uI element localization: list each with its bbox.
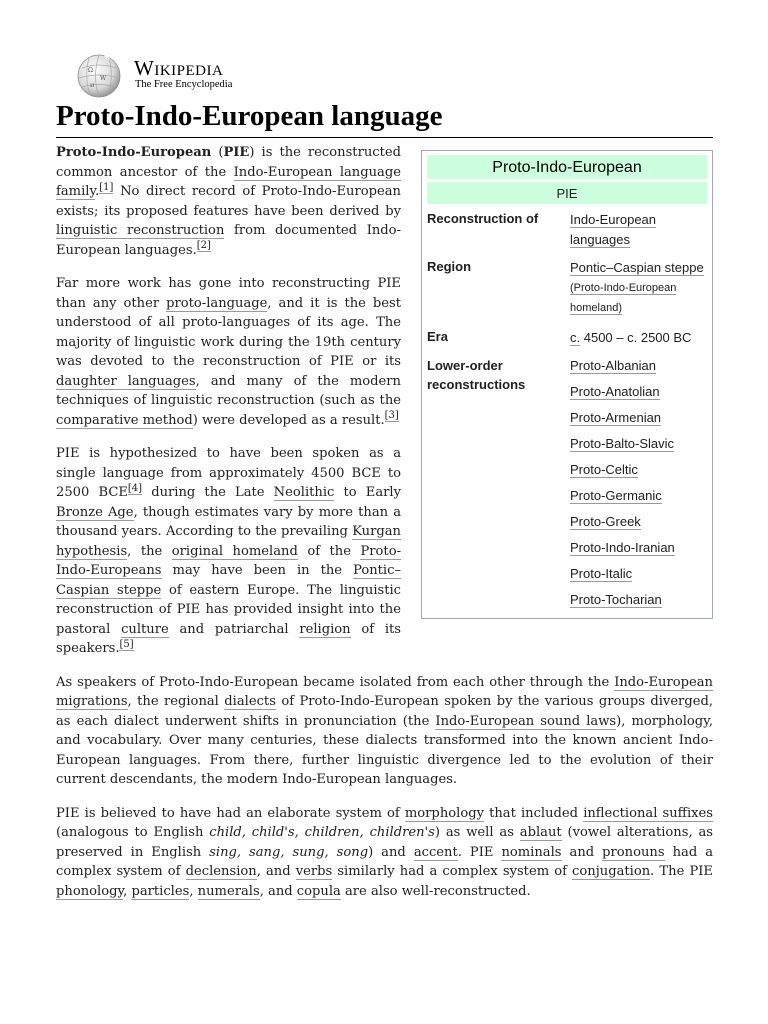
citation-1[interactable]: [1] bbox=[99, 181, 114, 193]
text: , and many of the modern techniques of linguistic reconstruction (such as the bbox=[56, 373, 401, 408]
infobox-label: Lower-order reconstructions bbox=[427, 358, 526, 392]
infobox-link-pie-homeland[interactable]: (Proto-Indo-European homeland) bbox=[570, 282, 677, 314]
wikipedia-puzzle-globe-icon bbox=[74, 54, 124, 98]
infobox-link-pontic-caspian-steppe[interactable]: Pontic–Caspian steppe bbox=[570, 260, 704, 275]
paragraph-migrations bbox=[56, 673, 713, 790]
text: PIE is hypothesized to have been spoken as a single language from approximately 4500 BCE to 2500 BCE bbox=[56, 446, 401, 500]
text: , and bbox=[256, 864, 296, 879]
infobox-row-era bbox=[427, 328, 707, 348]
infobox-lower-order-list bbox=[570, 356, 707, 610]
infobox-link-proto-albanian[interactable]: Proto-Albanian bbox=[570, 358, 656, 373]
link-pontic-caspian-steppe[interactable]: Pontic–Caspian steppe bbox=[56, 563, 401, 598]
link-dialects[interactable]: dialects bbox=[224, 694, 276, 709]
infobox bbox=[421, 150, 713, 619]
link-inflectional-suffixes[interactable]: inflectional suffixes bbox=[583, 805, 713, 821]
link-daughter-languages[interactable]: daughter languages bbox=[56, 373, 196, 389]
link-religion[interactable]: religion bbox=[299, 621, 351, 637]
text: Far more work has gone into reconstructing PIE than any other bbox=[56, 276, 401, 311]
infobox-link-proto-germanic[interactable]: Proto-Germanic bbox=[570, 488, 662, 503]
text: As speakers of Proto-Indo-European became isolated from each other through the bbox=[56, 674, 615, 690]
text: had a complex system of bbox=[56, 844, 713, 879]
text: ), morphology, and vocabulary. Over many centuries, these dialects transformed into the known ancient Indo-European languages. From there, further linguistic divergence led to the evolution of their current descendants, the modern Indo-European languages. bbox=[56, 713, 713, 787]
text: , bbox=[189, 883, 198, 899]
text: ) is the reconstructed common ancestor of the bbox=[56, 145, 401, 180]
link-pronouns[interactable]: pronouns bbox=[602, 844, 665, 860]
infobox-era-value: 4500 – c. 2500 BC bbox=[580, 330, 692, 345]
infobox-title: Proto-Indo-European bbox=[427, 155, 707, 179]
link-declension[interactable]: declension bbox=[185, 864, 257, 879]
bold-term: Proto-Indo-European bbox=[56, 145, 212, 160]
text: of Proto-Indo-European spoken by the various groups diverged, as each dialect underwent shifts in pronunciation (the bbox=[56, 694, 713, 729]
infobox-label: Region bbox=[427, 259, 472, 274]
wikipedia-logo[interactable] bbox=[74, 52, 374, 100]
italic-example: child, child's, children, children's bbox=[209, 825, 435, 840]
infobox-link-proto-italic[interactable]: Proto-Italic bbox=[570, 566, 633, 581]
link-nominals[interactable]: nominals bbox=[501, 844, 562, 860]
text: and bbox=[561, 844, 603, 860]
citation-3[interactable]: [3] bbox=[384, 410, 399, 422]
link-proto-language[interactable]: proto-language bbox=[166, 295, 268, 311]
infobox-label: Era bbox=[427, 329, 448, 344]
text: similarly had a complex system of bbox=[332, 864, 573, 879]
link-accent[interactable]: accent bbox=[413, 844, 458, 860]
link-indo-european-sound-laws[interactable]: Indo-European sound laws bbox=[435, 713, 617, 729]
page-title: Proto-Indo-European language bbox=[56, 96, 713, 138]
link-comparative-method[interactable]: comparative method bbox=[56, 412, 193, 428]
svg-text:И: И bbox=[90, 83, 95, 89]
infobox-row-lower-order bbox=[427, 356, 707, 610]
paragraph-morphology bbox=[56, 804, 713, 902]
citation-5[interactable]: [5] bbox=[119, 638, 134, 650]
infobox-link-circa[interactable]: c. bbox=[570, 330, 581, 345]
infobox-link-proto-tocharian[interactable]: Proto-Tocharian bbox=[570, 592, 662, 607]
link-culture[interactable]: culture bbox=[121, 621, 169, 637]
link-neolithic[interactable]: Neolithic bbox=[273, 485, 335, 500]
text: that included bbox=[483, 805, 584, 821]
text: from documented Indo-European languages. bbox=[56, 223, 401, 258]
wikipedia-tagline: The Free Encyclopedia bbox=[135, 79, 233, 90]
link-ablaut[interactable]: ablaut bbox=[519, 825, 562, 840]
infobox-row-region bbox=[427, 258, 707, 318]
text: . The PIE bbox=[650, 864, 713, 879]
article-body bbox=[56, 143, 713, 915]
text: are also well-reconstructed. bbox=[340, 883, 531, 899]
link-particles[interactable]: particles bbox=[131, 883, 190, 899]
text: , the bbox=[127, 543, 172, 559]
link-morphology[interactable]: morphology bbox=[404, 805, 484, 821]
text: ) and bbox=[368, 844, 414, 860]
citation-4[interactable]: [4] bbox=[127, 482, 143, 494]
infobox-row-reconstruction bbox=[427, 210, 707, 250]
text: during the Late bbox=[142, 485, 274, 500]
text: , and it is the best understood of all proto-languages of its age. The majority of linguistic work during the 19th century was devoted to the reconstruction of PIE or its bbox=[56, 295, 401, 369]
citation-2[interactable]: [2] bbox=[196, 240, 211, 252]
text: . PIE bbox=[457, 844, 502, 860]
text: to Early bbox=[334, 485, 401, 500]
link-indo-european-migrations[interactable]: Indo-European migrations bbox=[56, 674, 713, 709]
link-original-homeland[interactable]: original homeland bbox=[171, 543, 298, 559]
text: , though estimates vary by more than a thousand years. According to the prevailing bbox=[56, 504, 401, 539]
text: ( bbox=[211, 145, 224, 160]
text: No direct record of Proto-Indo-European exists; its proposed features have been derived by bbox=[56, 184, 401, 219]
infobox-link-proto-armenian[interactable]: Proto-Armenian bbox=[570, 410, 662, 425]
text: , the regional bbox=[127, 694, 225, 709]
link-numerals[interactable]: numerals bbox=[197, 883, 260, 899]
infobox-link-proto-indo-iranian[interactable]: Proto-Indo-Iranian bbox=[570, 540, 675, 555]
text: ) as well as bbox=[434, 825, 520, 840]
link-copula[interactable]: copula bbox=[296, 883, 341, 899]
infobox-link-proto-anatolian[interactable]: Proto-Anatolian bbox=[570, 384, 660, 399]
italic-example: sing, sang, sung, song bbox=[209, 844, 369, 860]
text: of eastern Europe. The linguistic reconstruction of PIE has provided insight into the pastoral bbox=[56, 582, 402, 637]
text: of the bbox=[297, 543, 361, 559]
text: , and bbox=[259, 883, 297, 899]
text: ) were developed as a result. bbox=[192, 412, 385, 428]
infobox-link-indo-european-languages[interactable]: Indo-European languages bbox=[570, 212, 657, 247]
text: , bbox=[123, 883, 132, 899]
bold-term: PIE bbox=[223, 145, 250, 160]
infobox-subtitle: PIE bbox=[427, 182, 707, 204]
link-phonology[interactable]: phonology bbox=[56, 883, 124, 899]
svg-text:W: W bbox=[100, 75, 107, 82]
text: of its speakers. bbox=[56, 621, 401, 656]
link-bronze-age[interactable]: Bronze Age bbox=[56, 504, 134, 520]
infobox-link-proto-greek[interactable]: Proto-Greek bbox=[570, 514, 641, 529]
text: may have been in the bbox=[161, 563, 354, 578]
text: (vowel alterations, as preserved in English bbox=[56, 825, 713, 860]
infobox-label: Reconstruction of bbox=[427, 211, 539, 226]
link-kurgan-hypothesis[interactable]: Kurgan hypothesis bbox=[56, 524, 401, 559]
paragraph-intro: Proto-Indo-European (PIE) is the reconstructed common ancestor of the Indo-European language family.[1] No direct record of Proto-Indo-European exists; its proposed features have been derived by linguistic reconstruction from documented Indo-European languages.[2] bbox=[56, 145, 401, 258]
link-linguistic-reconstruction[interactable]: linguistic reconstruction bbox=[56, 223, 225, 238]
text: and patriarchal bbox=[168, 621, 300, 637]
infobox-link-proto-balto-slavic[interactable]: Proto-Balto-Slavic bbox=[570, 436, 675, 451]
link-proto-indo-europeans[interactable]: Proto-Indo-Europeans bbox=[56, 543, 402, 578]
text: PIE is believed to have had an elaborate system of bbox=[56, 805, 405, 821]
wikipedia-wordmark: Wikipedia bbox=[134, 56, 224, 80]
text: (analogous to English bbox=[56, 825, 210, 840]
link-verbs[interactable]: verbs bbox=[295, 864, 333, 879]
link-indo-european-language-family[interactable]: Indo-European language family bbox=[56, 164, 401, 199]
svg-text:Ω: Ω bbox=[88, 67, 93, 74]
infobox-link-proto-celtic[interactable]: Proto-Celtic bbox=[570, 462, 638, 477]
link-conjugation[interactable]: conjugation bbox=[572, 864, 651, 879]
